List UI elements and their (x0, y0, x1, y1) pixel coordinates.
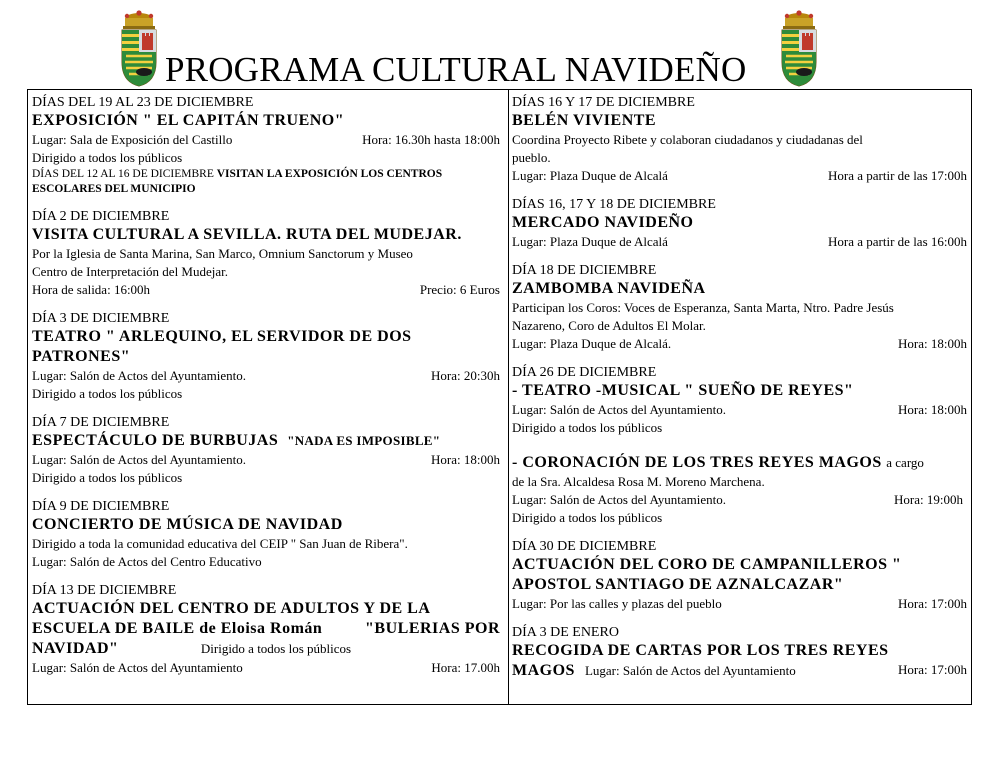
event-title: - CORONACIÓN DE LOS TRES REYES MAGOS (512, 454, 882, 471)
event-place-time (512, 595, 969, 613)
event-title: ACTUACIÓN DEL CORO DE CAMPANILLEROS " (512, 556, 902, 573)
event-time: Hora: 18:00h (431, 452, 500, 467)
event-place: Lugar: Salón de Actos del Ayuntamiento (584, 663, 796, 678)
event-campanilleros (512, 538, 969, 613)
event-date: DÍAS 16 Y 17 DE DICIEMBRE (512, 95, 695, 110)
event-title: TEATRO " ARLEQUINO, EL SERVIDOR DE DOS (32, 328, 412, 345)
event-title-cont: APOSTOL SANTIAGO DE AZNALCAZAR" (512, 576, 844, 593)
event-place-time (32, 451, 502, 469)
event-title: EXPOSICIÓN " EL CAPITÁN TRUENO" (32, 112, 345, 129)
event-recogida-cartas (512, 624, 969, 681)
event-title-place-time (512, 661, 969, 681)
event-title: ZAMBOMBA NAVIDEÑA (512, 280, 706, 297)
event-teatro-arlequino (32, 310, 502, 403)
event-title-cont (32, 619, 502, 639)
coat-of-arms-icon (116, 10, 162, 88)
event-description: Por la Iglesia de Santa Marina, San Marco, Omnium Sanctorum y Museo (32, 246, 413, 261)
event-time: Hora: 19:00h (894, 492, 963, 507)
note-date: DÍAS DEL 12 AL 16 DE DICIEMBRE (32, 168, 214, 180)
page-title: PROGRAMA CULTURAL NAVIDEÑO (165, 50, 747, 89)
event-place: Lugar: Plaza Duque de Alcalá (512, 168, 668, 183)
event-title: VISITA CULTURAL A SEVILLA. RUTA DEL MUDEJAR. (32, 226, 462, 243)
event-title: MERCADO NAVIDEÑO (512, 214, 694, 231)
event-place-time (512, 491, 969, 509)
event-title: - TEATRO -MUSICAL " SUEÑO DE REYES" (512, 382, 854, 399)
event-price: Precio: 6 Euros (419, 282, 500, 297)
event-capitan-trueno (32, 94, 502, 197)
event-audience: Dirigido a todos los públicos (512, 510, 663, 525)
event-belen (512, 94, 969, 185)
event-date: DÍA 2 DE DICIEMBRE (32, 209, 170, 224)
event-title-cont: MAGOS (512, 662, 575, 679)
event-title-line (32, 431, 502, 451)
event-date: DÍA 30 DE DICIEMBRE (512, 539, 657, 554)
event-time: Hora: 17:00h (898, 596, 967, 611)
event-description: Nazareno, Coro de Adultos El Molar. (512, 318, 706, 333)
event-description: Dirigido a toda la comunidad educativa del CEIP " San Juan de Ribera". (32, 536, 408, 551)
event-place: Lugar: Plaza Duque de Alcalá. (512, 336, 672, 351)
event-time: Hora: 18:00h (898, 402, 967, 417)
event-departure: Hora de salida: 16:00h (32, 282, 151, 297)
event-place-time (512, 167, 969, 185)
event-time: Hora: 17.00h (431, 660, 500, 675)
note-bold-line (32, 182, 502, 197)
program-table (27, 89, 972, 705)
event-title: ACTUACIÓN DEL CENTRO DE ADULTOS Y DE LA (32, 600, 431, 617)
event-concierto (32, 498, 502, 571)
event-place-time (32, 367, 502, 385)
event-date: DÍA 7 DE DICIEMBRE (32, 415, 170, 430)
event-title: CONCIERTO DE MÚSICA DE NAVIDAD (32, 516, 343, 533)
event-time: Hora: 17:00h (898, 662, 967, 677)
event-title: ESPECTÁCULO DE BURBUJAS (32, 432, 279, 449)
event-description: pueblo. (512, 150, 551, 165)
event-title-part: ESCUELA DE BAILE de Eloisa Román (32, 620, 323, 637)
event-mercado (512, 196, 969, 251)
event-audience: Dirigido a todos los públicos (32, 386, 183, 401)
spacer (512, 437, 969, 453)
event-title-line (512, 453, 969, 473)
event-description: Centro de Interpretación del Mudejar. (32, 264, 229, 279)
event-description: de la Sra. Alcaldesa Rosa M. Moreno Marchena. (512, 474, 765, 489)
event-audience: Dirigido a todos los públicos (512, 420, 663, 435)
event-place: Lugar: Sala de Exposición del Castillo (32, 132, 233, 147)
event-date: DÍAS 16, 17 Y 18 DE DICIEMBRE (512, 197, 716, 212)
event-time: Hora: 16.30h hasta 18:00h (362, 132, 500, 147)
right-column (512, 94, 969, 692)
event-date: DÍA 13 DE DICIEMBRE (32, 583, 177, 598)
event-burbujas (32, 414, 502, 487)
event-place-time (32, 659, 502, 677)
event-place-time (512, 335, 969, 353)
event-audience: Dirigido a todos los públicos (32, 150, 183, 165)
event-time: Hora a partir de las 17:00h (828, 168, 967, 183)
event-place: Lugar: Salón de Actos del Ayuntamiento. (32, 452, 246, 467)
event-place: Lugar: Salón de Actos del Ayuntamiento. (512, 492, 726, 507)
note-bold: ESCOLARES DEL MUNICIPIO (32, 183, 196, 195)
event-place: Lugar: Salón de Actos del Ayuntamiento. (32, 368, 246, 383)
event-date: DÍA 3 DE DICIEMBRE (32, 311, 170, 326)
event-place-time (512, 401, 969, 419)
event-date: DÍA 18 DE DICIEMBRE (512, 263, 657, 278)
event-dia-26 (512, 364, 969, 527)
event-time: Hora a partir de las 16:00h (828, 234, 967, 249)
event-title-part: "BULERIAS POR (365, 620, 500, 637)
event-place: Lugar: Salón de Actos del Ayuntamiento (32, 660, 243, 675)
event-note (32, 167, 502, 182)
event-title: RECOGIDA DE CARTAS POR LOS TRES REYES (512, 642, 889, 659)
event-place: Lugar: Por las calles y plazas del pueblo (512, 596, 722, 611)
event-description: Participan los Coros: Voces de Esperanza, Santa Marta, Ntro. Padre Jesús (512, 300, 894, 315)
event-title-end-line (32, 639, 502, 659)
event-title-cont: PATRONES" (32, 348, 131, 365)
event-centro-adultos (32, 582, 502, 677)
event-title-end: NAVIDAD" (32, 640, 119, 657)
event-date: DÍA 9 DE DICIEMBRE (32, 499, 170, 514)
note-bold: VISITAN LA EXPOSICIÓN LOS CENTROS (216, 168, 443, 180)
left-column (32, 94, 502, 688)
event-date: DÍA 26 DE DICIEMBRE (512, 365, 657, 380)
event-time: Hora: 20:30h (431, 368, 500, 383)
event-subtitle: "NADA ES IMPOSIBLE" (287, 433, 441, 448)
event-audience: Dirigido a todos los públicos (200, 641, 352, 656)
event-date: DÍA 3 DE ENERO (512, 625, 619, 640)
event-place: Lugar: Salón de Actos del Ayuntamiento. (512, 402, 726, 417)
column-divider (508, 90, 509, 704)
event-title: BELÉN VIVIENTE (512, 112, 657, 129)
event-description: Coordina Proyecto Ribete y colaboran ciudadanos y ciudadanas del (512, 132, 863, 147)
coat-of-arms-icon (776, 10, 822, 88)
event-place-time (512, 233, 969, 251)
event-place-time (32, 131, 502, 149)
event-place: Lugar: Plaza Duque de Alcalá (512, 234, 668, 249)
event-visita-sevilla (32, 208, 502, 299)
event-zambomba (512, 262, 969, 353)
event-departure-price (32, 281, 502, 299)
event-time: Hora: 18:00h (898, 336, 967, 351)
event-place: Lugar: Salón de Actos del Centro Educativo (32, 554, 262, 569)
event-audience: Dirigido a todos los públicos (32, 470, 183, 485)
event-title-tail: a cargo (886, 455, 924, 470)
event-date: DÍAS DEL 19 AL 23 DE DICIEMBRE (32, 95, 254, 110)
